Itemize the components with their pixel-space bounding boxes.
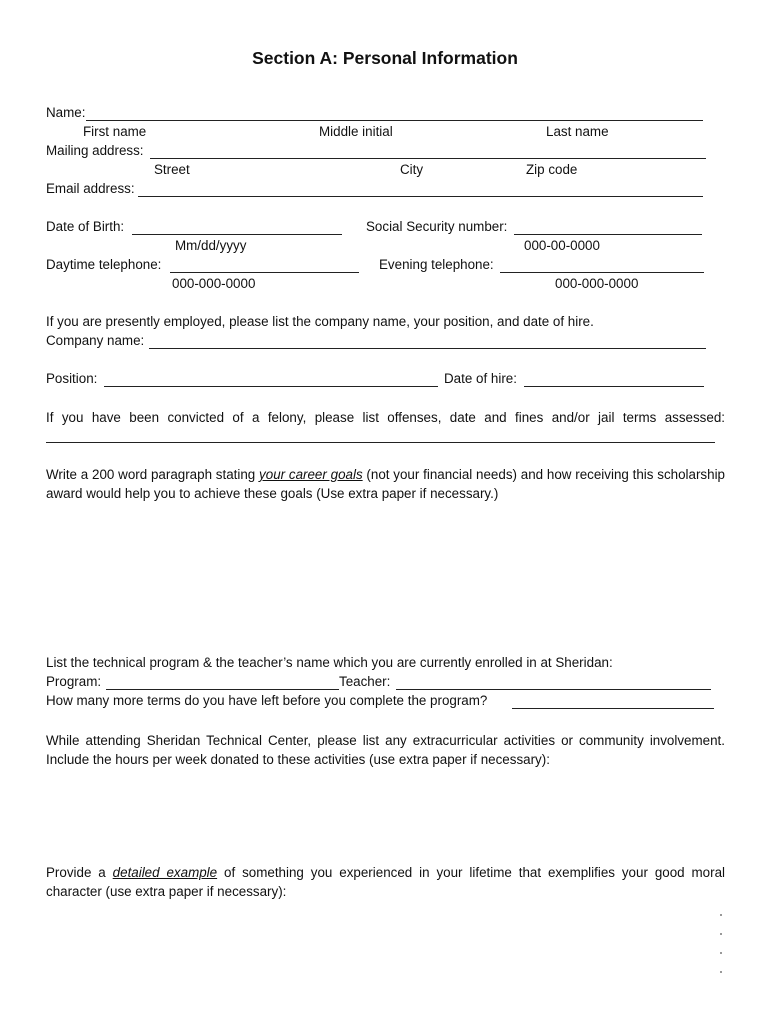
employment-intro: If you are presently employed, please list the company name, your position, and date of hire.	[46, 314, 594, 329]
middle-initial-caption: Middle initial	[319, 124, 393, 139]
career-goals-pre: Write a 200 word paragraph stating	[46, 467, 260, 482]
email-label: Email address:	[46, 181, 135, 196]
scan-mark	[720, 933, 722, 935]
evening-telephone-field[interactable]	[500, 272, 704, 273]
mailing-address-label: Mailing address:	[46, 143, 144, 158]
terms-left-field[interactable]	[512, 708, 714, 709]
career-goals-answer-area[interactable]	[46, 510, 725, 645]
name-field[interactable]	[86, 120, 703, 121]
position-field[interactable]	[104, 386, 438, 387]
daytime-telephone-field[interactable]	[170, 272, 359, 273]
company-name-field[interactable]	[149, 348, 706, 349]
zip-code-caption: Zip code	[526, 162, 578, 177]
teacher-field[interactable]	[396, 689, 711, 690]
mailing-address-field[interactable]	[150, 158, 706, 159]
scan-mark	[720, 971, 722, 973]
position-label: Position:	[46, 371, 98, 386]
date-of-hire-field[interactable]	[524, 386, 704, 387]
character-emphasis: detailed example	[112, 865, 218, 880]
dob-format-caption: Mm/dd/yyyy	[175, 238, 247, 253]
character-post: of something you experienced in your lifetime that exemplifies your good moral character (use extra paper if necessary):	[46, 865, 725, 899]
program-field[interactable]	[106, 689, 339, 690]
scan-mark	[720, 914, 722, 916]
evening-telephone-format: 000-000-0000	[555, 276, 639, 291]
teacher-label: Teacher:	[339, 674, 391, 689]
date-of-hire-label: Date of hire:	[444, 371, 517, 386]
felony-question: If you have been convicted of a felony, please list offenses, date and fines and/or jail terms assessed:	[46, 410, 725, 425]
character-answer-area[interactable]	[46, 905, 725, 1005]
activities-answer-area[interactable]	[46, 775, 725, 855]
terms-left-label: How many more terms do you have left before you complete the program?	[46, 693, 488, 708]
street-caption: Street	[154, 162, 190, 177]
first-name-caption: First name	[83, 124, 147, 139]
last-name-caption: Last name	[546, 124, 609, 139]
company-name-label: Company name:	[46, 333, 145, 348]
name-label: Name:	[46, 105, 86, 120]
felony-answer-field[interactable]	[46, 442, 715, 443]
ssn-field[interactable]	[514, 234, 702, 235]
email-field[interactable]	[138, 196, 703, 197]
ssn-format-caption: 000-00-0000	[524, 238, 600, 253]
ssn-label: Social Security number:	[366, 219, 508, 234]
career-goals-emphasis: your career goals	[259, 467, 363, 482]
page-title: Section A: Personal Information	[252, 48, 518, 68]
dob-label: Date of Birth:	[46, 219, 125, 234]
program-intro: List the technical program & the teacher’s name which you are currently enrolled in at Sheridan:	[46, 655, 613, 670]
scan-mark	[720, 952, 722, 954]
evening-telephone-label: Evening telephone:	[379, 257, 494, 272]
career-goals-prompt	[46, 465, 725, 503]
dob-field[interactable]	[132, 234, 342, 235]
character-prompt	[46, 863, 725, 901]
program-label: Program:	[46, 674, 102, 689]
daytime-telephone-format: 000-000-0000	[172, 276, 256, 291]
career-goals-post: (not your financial needs) and how receiving this scholarship award would help you to achieve these goals (Use extra paper if necessary.)	[46, 467, 725, 501]
city-caption: City	[400, 162, 424, 177]
character-pre: Provide a	[46, 865, 113, 880]
activities-prompt: While attending Sheridan Technical Center, please list any extracurricular activities or community involvement. Include the hours per week donated to these activities (use extra paper if necessary):	[46, 733, 725, 767]
daytime-telephone-label: Daytime telephone:	[46, 257, 162, 272]
